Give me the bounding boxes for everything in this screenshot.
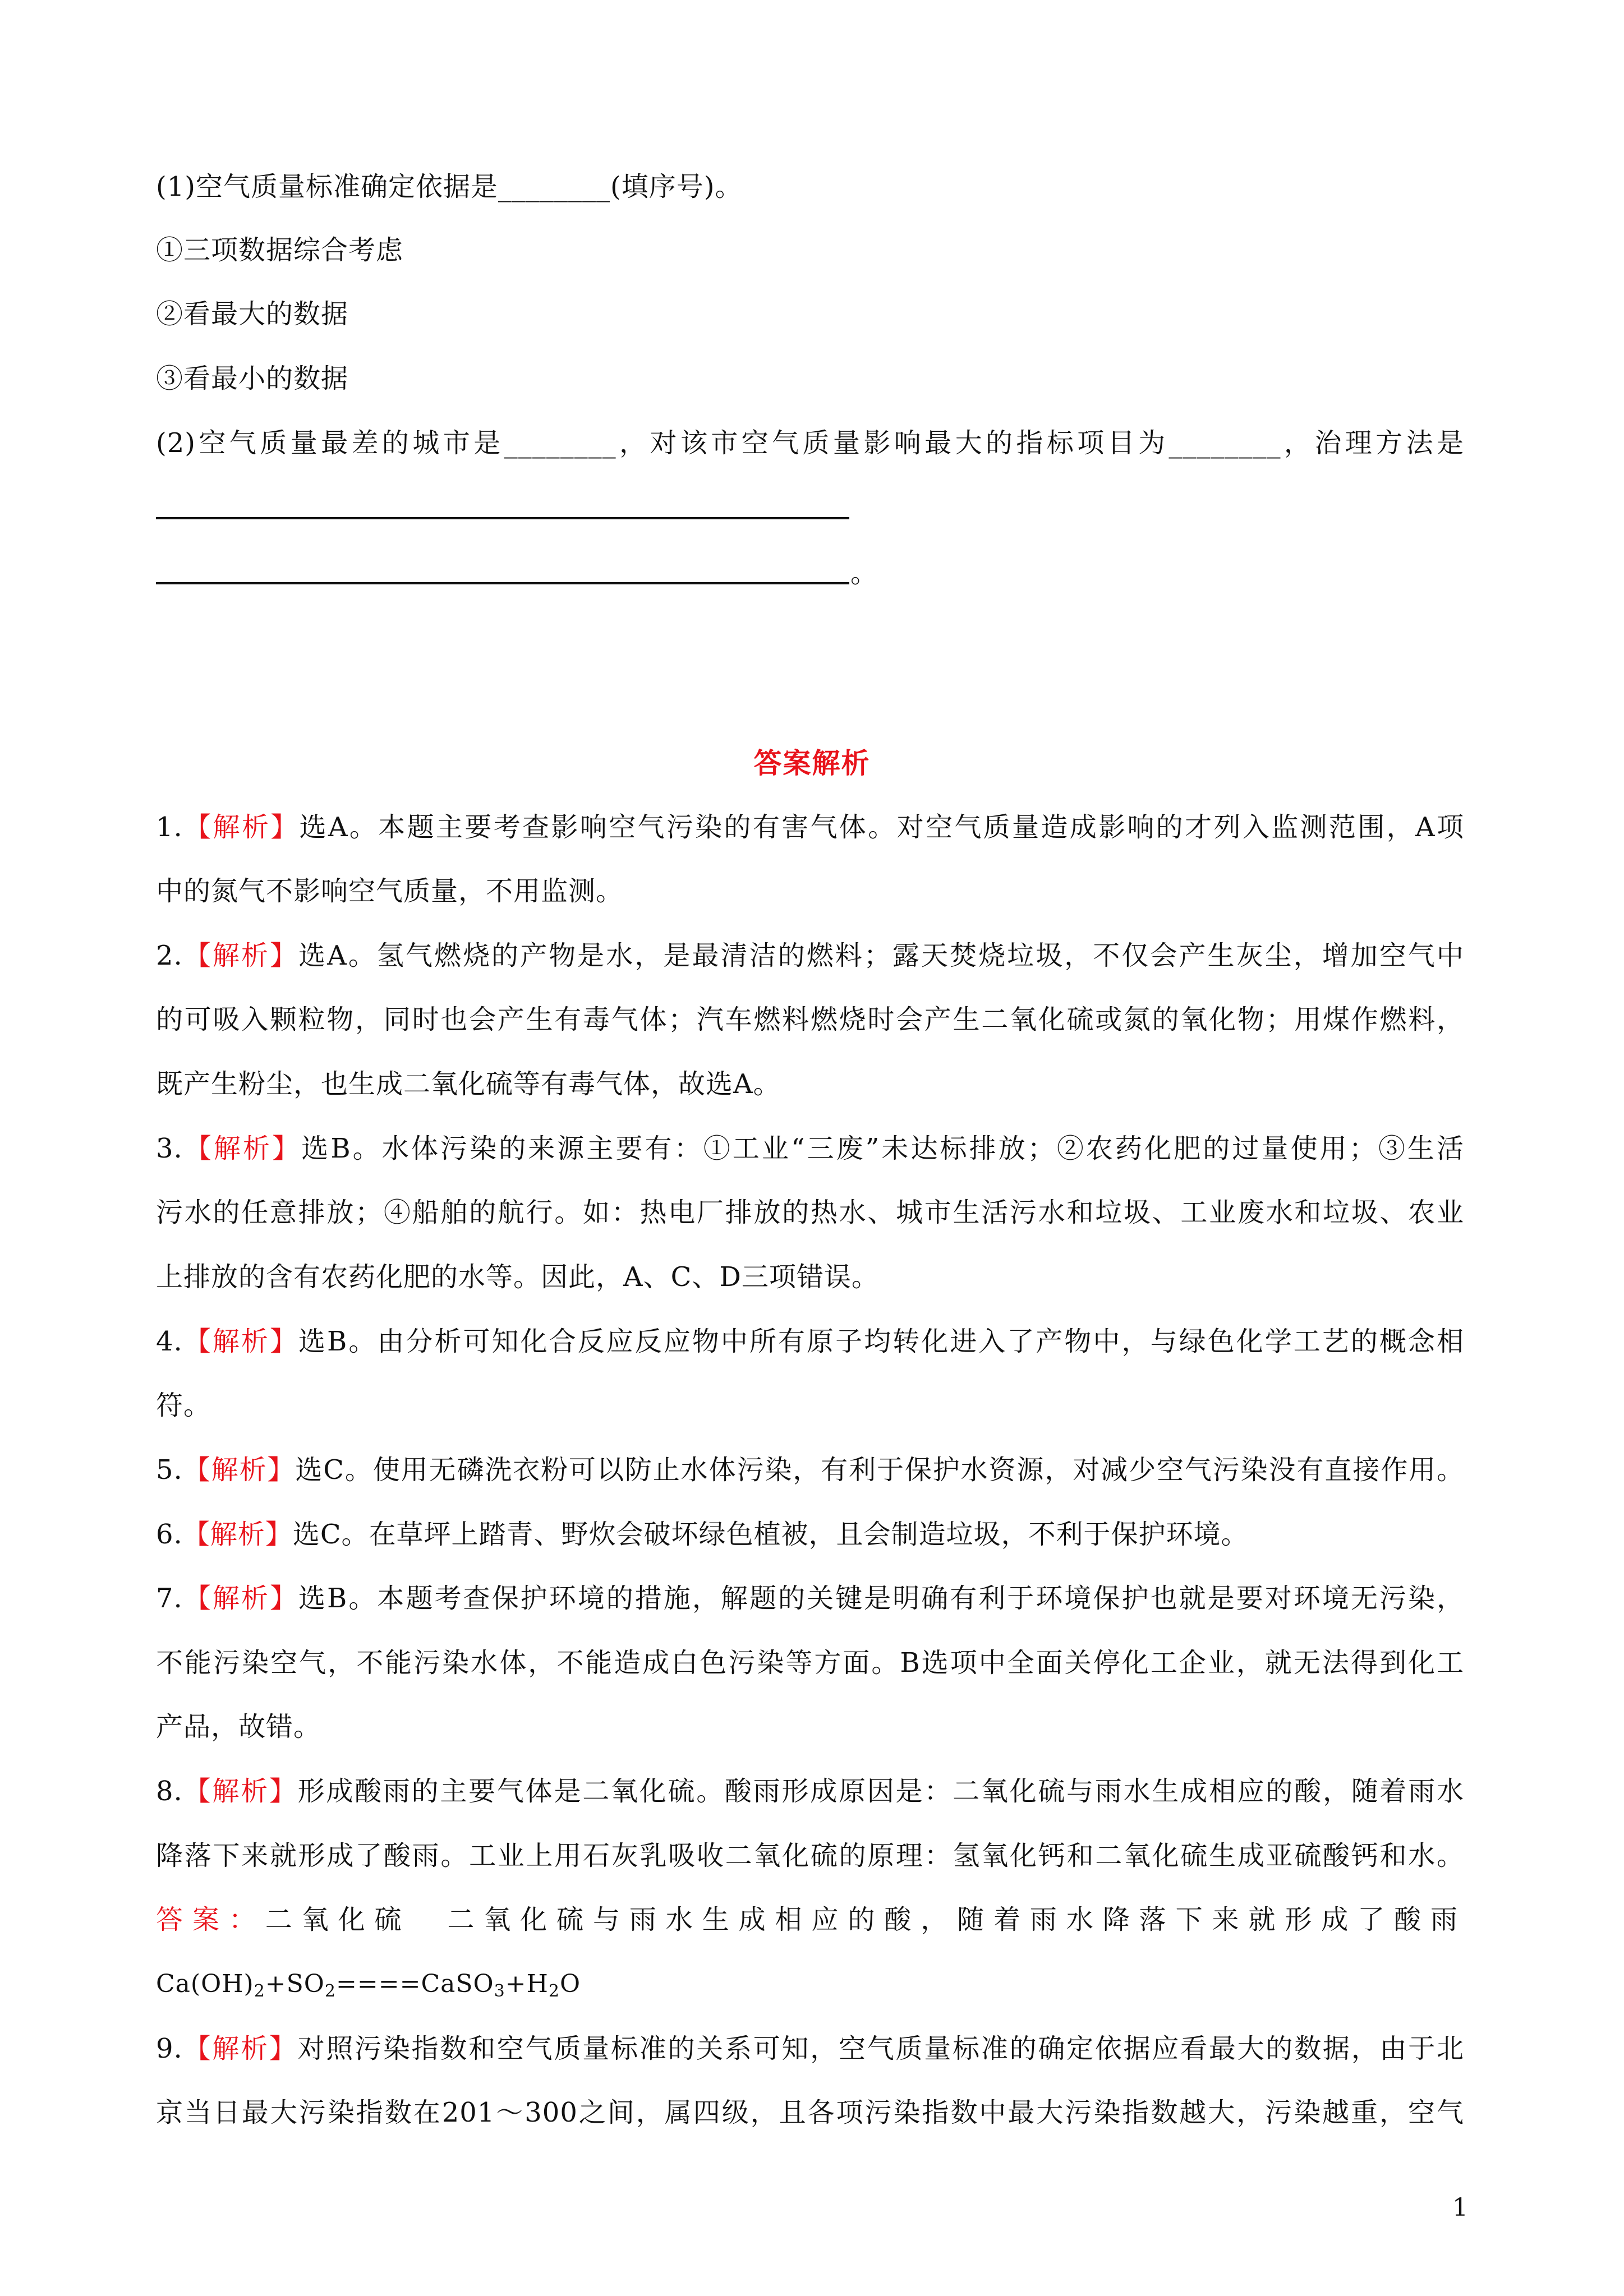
answer-5-line: 5.【解析】选C。使用无磷洗衣粉可以防止水体污染，有利于保护水资源，对减少空气污染没有直接作用。 (156, 1454, 1464, 1486)
option-1: ①三项数据综合考虑 (156, 234, 404, 266)
answer-6-line: 6.【解析】选C。在草坪上踏青、野炊会破坏绿色植被，且会制造垃圾，不利于保护环境。 (156, 1519, 1249, 1550)
answer-7-line: 产品，故错。 (156, 1711, 321, 1742)
analysis-tag: 【解析】 (182, 1583, 299, 1614)
analysis-tag: 【解析】 (182, 1454, 296, 1486)
analysis-tag: 【解析】 (182, 940, 299, 971)
page-number: 1 (1452, 2193, 1468, 2222)
answer-3-line: 3.【解析】选B。水体污染的来源主要有：①工业“三废”未达标排放；②农药化肥的过量使用；③生活 (156, 1133, 1464, 1164)
answer-2-line: 的可吸入颗粒物，同时也会产生有毒气体；汽车燃料燃烧时会产生二氧化硫或氮的氧化物；用煤作燃料， (156, 1004, 1464, 1035)
answer-3-line: 污水的任意排放；④船舶的航行。如：热电厂排放的热水、城市生活污水和垃圾、工业废水和垃圾、农业 (156, 1197, 1464, 1228)
answer-blank-line (156, 582, 849, 584)
answer-3-line: 上排放的含有农药化肥的水等。因此，A、C、D三项错误。 (156, 1261, 879, 1293)
answer-8-line: 8.【解析】形成酸雨的主要气体是二氧化硫。酸雨形成原因是：二氧化硫与雨水生成相应的酸，随着雨水 (156, 1776, 1464, 1807)
analysis-tag: 【解析】 (182, 1133, 302, 1164)
question-2: (2)空气质量最差的城市是________，对该市空气质量影响最大的指标项目为________，治理方法是 (156, 427, 1464, 459)
answer-blank-line (156, 517, 849, 519)
answer-2-line: 既产生粉尘，也生成二氧化硫等有毒气体，故选A。 (156, 1068, 781, 1100)
answer-7-line: 不能污染空气，不能污染水体，不能造成白色污染等方面。B选项中全面关停化工企业，就无法得到化工 (156, 1647, 1464, 1679)
chemical-equation: $Ca(OH)_2+SO_2====CaSO_3+H_2O$ (156, 1970, 581, 2001)
option-2: ②看最大的数据 (156, 298, 349, 330)
answer-4-line: 4.【解析】选B。由分析可知化合反应反应物中所有原子均转化进入了产物中，与绿色化学工艺的概念相 (156, 1326, 1464, 1357)
analysis-tag: 【解析】 (182, 1776, 298, 1807)
option-3: ③看最小的数据 (156, 363, 349, 394)
answer-7-line: 7.【解析】选B。本题考查保护环境的措施，解题的关键是明确有利于环境保护也就是要对环境无污染， (156, 1583, 1464, 1614)
question-1: (1)空气质量标准确定依据是________(填序号)。 (156, 171, 743, 202)
answer-9-line: 9.【解析】对照污染指数和空气质量标准的关系可知，空气质量标准的确定依据应看最大的数据，由于北 (156, 2033, 1464, 2064)
analysis-tag: 【解析】 (182, 1519, 293, 1550)
answer-section-title: 答案解析 (753, 746, 871, 780)
end-period: 。 (850, 557, 878, 589)
answer-4-line: 符。 (156, 1390, 211, 1421)
answer-label: 答案： (156, 1904, 265, 1935)
analysis-tag: 【解析】 (182, 2033, 298, 2064)
answer-1-line: 中的氮气不影响空气质量，不用监测。 (156, 875, 624, 907)
answer-9-line: 京当日最大污染指数在201～300之间，属四级，且各项污染指数中最大污染指数越大，污染越重，空气 (156, 2097, 1464, 2128)
analysis-tag: 【解析】 (182, 812, 300, 843)
answer-8-answer-line: 答案：二氧化硫 二氧化硫与雨水生成相应的酸，随着雨水降落下来就形成了酸雨 (156, 1904, 1464, 1935)
answer-2-line: 2.【解析】选A。氢气燃烧的产物是水，是最清洁的燃料；露天焚烧垃圾，不仅会产生灰尘，增加空气中 (156, 940, 1464, 971)
analysis-tag: 【解析】 (182, 1326, 299, 1357)
answer-1-line: 1.【解析】选A。本题主要考查影响空气污染的有害气体。对空气质量造成影响的才列入监测范围，A项 (156, 812, 1464, 843)
answer-8-line: 降落下来就形成了酸雨。工业上用石灰乳吸收二氧化硫的原理：氢氧化钙和二氧化硫生成亚硫酸钙和水。 (156, 1840, 1464, 1871)
